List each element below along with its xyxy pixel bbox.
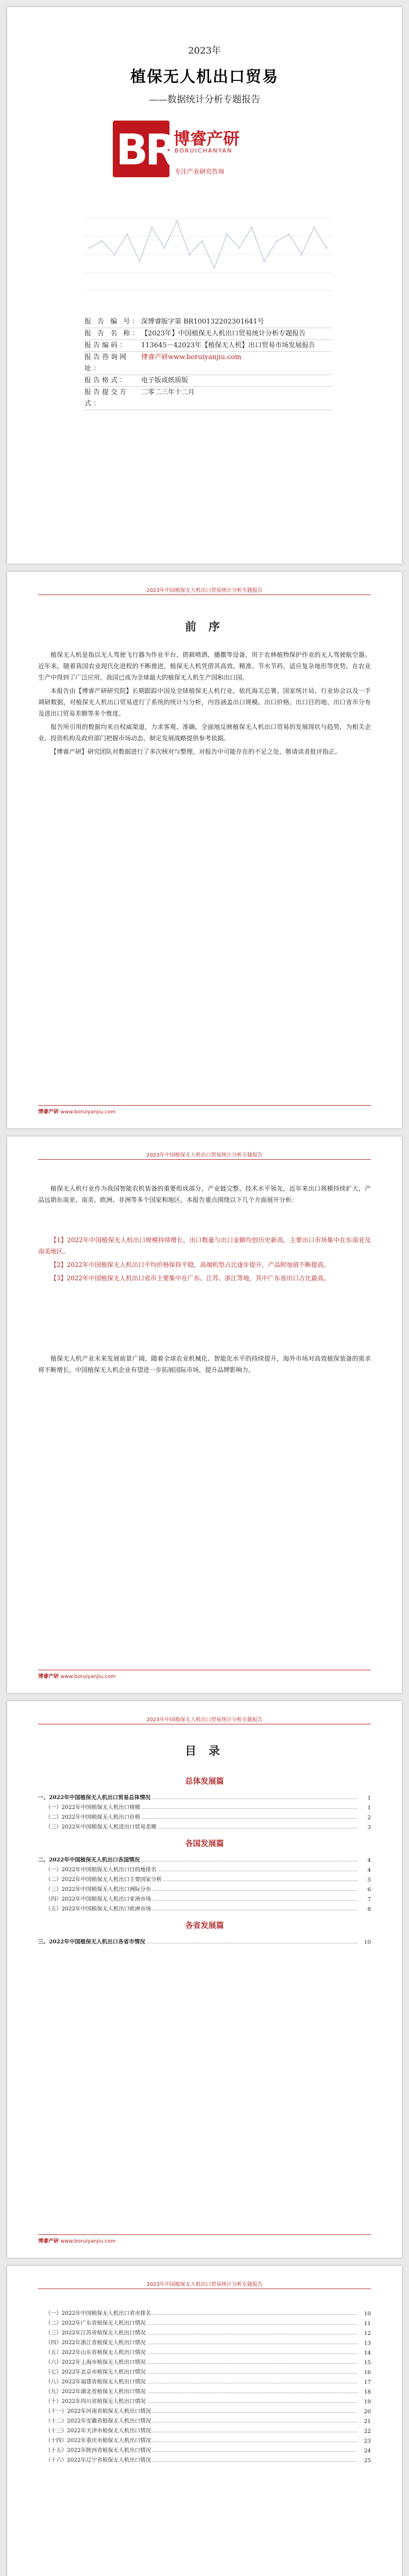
toc-entry-title: （十一）2022年河南省植保无人机出口情况 [45,2408,151,2414]
cover-info-value: 深博睿版字第 BR100132202301641号 [141,318,264,326]
cover-year: 2023年 [188,45,221,56]
intro-note: 【2】2022年中国植保无人机出口平均价格保持平稳，高端机型占比逐步提升，产品附加值不断提高。 [50,1261,330,1268]
toc-entry-title: 三、2022年中国植保无人机出口各省市情况 [38,1939,145,1945]
intro-note: 【1】2022年中国植保无人机出口规模持续增长，出口数量与出口金额均创历史新高，主要出口市场集中在东南亚及南美地区。 [38,1236,371,1255]
cover-info-key: 报 告 编 号： [84,318,141,326]
toc-entry[interactable] [38,2444,371,2454]
cover-decorative-chart [84,208,332,296]
preface-paragraph: 本报告由【博睿产研研究院】长期跟踪中国及全球植保无人机行业，依托海关总署、国家统计局、行业协会以及一手调研数据，对植保无人机出口贸易进行了系统的统计与分析，内容涵盖出口规模、出口价格、出口目的地、出口省市分布及进出口贸易差额等多个维度。 [38,687,371,717]
preface-paragraph: 【博睿产研】研究团队对数据进行了多次核对与整理，对报告中可能存在的不足之处，敬请读者批评指正。 [50,748,342,755]
toc-page-number: 6 [367,1887,371,1893]
toc-entry[interactable] [38,1936,371,1945]
footer-label: 博睿产研 [38,2239,59,2244]
toc-section-heading: 总体发展篇 [185,1776,224,1786]
toc-page-number: 15 [364,2360,371,2366]
toc-leader-dots [142,1818,357,1819]
cover-info-row [84,387,332,410]
footer-link[interactable]: www.boruiyanjiu.com [60,1109,116,1115]
toc-page-number: 18 [364,2389,371,2395]
toc-page-number: 10 [364,1939,371,1945]
toc-entry[interactable] [38,2434,371,2444]
toc-entry-title: （三）2022年中国植保无人机出口洲际分布 [45,1886,151,1892]
chart-series-line [90,221,327,268]
toc-entry-title: （三）2022年中国植保无人机进出口贸易差额 [45,1824,157,1830]
cover-info-key: 报告编码： [84,342,129,349]
toc-page-number: 21 [364,2418,371,2425]
cover-info-key: 报 告 名 称： [84,330,141,337]
chart-point [263,260,265,263]
page-header: 2023年中国植保无人机出口贸易统计分析专题报告 [38,1714,371,1724]
cover-info-row [84,328,332,340]
intro-closing: 植保无人机产业未来发展前景广阔，随着全球农业机械化、智能化水平的持续提升，海外市场对高效植保装备的需求将不断增长，中国植保无人机企业有望进一步拓展国际市场，提升品牌影响力。 [38,1355,371,1374]
toc-entry-title: （四）2022年浙江省植保无人机出口情况 [45,2340,146,2346]
toc-entry[interactable] [38,1821,371,1831]
toc-leader-dots [148,2324,357,2325]
cover-info-table [84,316,332,410]
chart-point [101,240,104,243]
chart-point [288,233,291,236]
chart-point [113,253,116,256]
toc-entry-title: 二、2022年中国植保无人机出口各国情况 [38,1857,140,1863]
toc-entry-title: （一）2022年中国植保无人机出口规模 [45,1804,141,1810]
cover-info-row [84,316,332,328]
toc-leader-dots [153,2412,357,2413]
chart-point [89,247,91,249]
toc-entry-title: （六）2022年上海市植保无人机出口情况 [45,2359,146,2365]
toc-entry[interactable] [38,2327,371,2336]
toc-page-number: 14 [364,2350,371,2356]
preface-body [38,649,371,759]
preface-paragraph: 报告所引用的数据均来自权威渠道，力求客观、准确、全面地反映植保无人机出口贸易的发展现状与趋势，为相关企业、投资机构及政府部门把握市场动态、制定发展战略提供参考依据。 [38,723,371,742]
footer-link[interactable]: www.boruiyanjiu.com [60,1674,116,1680]
toc-entry[interactable] [38,1883,371,1893]
toc-page-number: 4 [367,1857,371,1863]
brand-logo [113,115,298,193]
toc-entry-title: （五）2022年山东省植保无人机出口情况 [45,2349,146,2355]
toc-entry[interactable] [38,1854,371,1863]
footer-link[interactable]: www.boruiyanjiu.com [60,2239,116,2244]
cover-info-row [84,352,332,375]
toc-page-number: 8 [367,1906,371,1912]
toc-entry-title: （二）2022年广东省植保无人机出口情况 [45,2320,146,2326]
toc-page-number: 11 [364,2320,371,2327]
cover-info-key: 报告咨询网址： [84,353,129,372]
toc-section-heading: 各省发展篇 [185,1921,224,1930]
toc-page-number: 22 [364,2428,371,2434]
toc-page-number: 12 [364,2330,371,2336]
toc-page-number: 2 [367,1815,371,1821]
toc-leader-dots [148,2373,357,2374]
footer-label: 博睿产研 [38,1109,59,1115]
toc-entry-title: （十三）2022年天津市植保无人机出口情况 [45,2428,151,2434]
chart-point [188,253,191,256]
chart-point [300,253,303,256]
toc-page-number: 24 [364,2448,371,2454]
preface-page [7,572,402,1128]
intro-note: 【3】2022年中国植保无人机出口省市主要集中在广东、江苏、浙江等地，其中广东省出口占比最高。 [50,1275,330,1282]
toc-entry-title: （三）2022年江苏省植保无人机出口情况 [45,2330,146,2336]
toc-entry[interactable] [38,2317,371,2327]
chart-point [151,227,154,229]
cover-info-value: 【2023年】中国植保无人机出口贸易统计分析专题报告 [141,330,306,337]
intro-body [38,1183,371,1208]
chart-point [126,233,128,236]
toc-entry[interactable] [38,1863,371,1873]
cover-info-value: 二零二三年十二月 [141,388,195,396]
chart-point [238,247,241,249]
footer-label: 博睿产研 [38,1674,59,1680]
toc-page-number: 1 [367,1805,371,1811]
intro-paragraph: 植保无人机行业作为我国智能农机装备的重要组成部分，产业链完整、技术水平领先，近年来出口规模持续扩大，产品远销东南亚、南美、欧洲、非洲等多个国家和地区。本报告重点围绕以下几个方面展开分析： [38,1185,371,1204]
toc-entry[interactable] [38,2356,371,2366]
toc-entry[interactable] [38,2415,371,2425]
chart-point [213,267,216,269]
page-header: 2023年中国植保无人机出口贸易统计分析专题报告 [38,1149,371,1160]
cover-info-row [84,375,332,387]
toc-leader-dots [164,1880,357,1881]
page-header: 2023年中国植保无人机出口贸易统计分析专题报告 [38,584,371,595]
toc-page-number: 3 [367,1824,371,1831]
chart-point [250,227,253,229]
toc-entry-title: （十六）2022年辽宁省植保无人机出口情况 [45,2457,151,2463]
toc-leader-dots [153,2461,357,2462]
logo-box [113,121,175,177]
toc-entry-title: （四）2022年中国植保无人机出口亚洲市场 [45,1896,151,1902]
cover-subtitle: ——数据统计分析专题报告 [149,94,260,105]
toc-entry[interactable] [38,2307,371,2317]
toc-leader-dots [148,2353,357,2354]
toc-entry-title: （五）2022年中国植保无人机出口欧洲市场 [45,1906,151,1912]
toc-entry-title: （十）2022年四川省植保无人机出口情况 [45,2398,146,2404]
toc-leader-dots [153,2451,357,2452]
toc-entry-title: （七）2022年北京市植保无人机出口情况 [45,2369,146,2375]
toc-entry[interactable] [38,2405,371,2415]
cover-info-row [84,340,332,352]
cover-info-value: 电子版或纸质版 [141,377,189,384]
cover-title: 植保无人机出口贸易 [130,68,279,86]
cover-page [7,7,402,564]
toc-page-number: 17 [364,2379,371,2385]
cover-info-key: 报告提交方式： [84,388,129,408]
intro-page [7,1137,402,1693]
toc-entry-title: （十二）2022年安徽省植保无人机出口情况 [45,2418,151,2424]
chart-point [163,247,166,249]
toc-entry[interactable] [38,2366,371,2376]
toc-leader-dots [153,1900,357,1901]
toc-page-2 [7,2266,402,2576]
logo-tagline: 专注产业研究咨询 [175,168,225,175]
toc-entry-title: （二）2022年中国植保无人机出口主要国家分析 [45,1876,162,1883]
cover-info-value[interactable]: 博睿产研www.boruiyanjiu.com [141,353,242,361]
toc-entry[interactable] [38,1903,371,1912]
page-footer [38,1105,371,1115]
toc-entry-title: 一、2022年中国植保无人机出口贸易总体情况 [38,1794,151,1801]
intro-closing-block [38,1353,371,1378]
toc-leader-dots [148,2402,357,2403]
toc-page-number: 10 [364,2311,371,2317]
toc-entry[interactable] [38,2425,371,2434]
toc-leader-dots [148,2363,357,2364]
toc-section-heading: 各国发展篇 [185,1839,224,1848]
toc-page-number: 7 [367,1896,371,1903]
toc-entry-title: （十五）2022年陕西省植保无人机出口情况 [45,2447,151,2453]
page-footer [38,1670,371,1680]
page-header: 2023年中国植保无人机出口贸易统计分析专题报告 [38,2278,371,2289]
toc-entry[interactable] [38,2454,371,2464]
toc-leader-dots [153,1890,357,1891]
toc-entry[interactable] [38,1801,371,1811]
toc-leader-dots [142,1808,357,1809]
cover-info-key: 报告格式： [84,377,129,384]
logo-cn-name: 博睿产研 [174,129,240,148]
logo-en-name: BORUICHANYAN [175,147,233,154]
toc-entry[interactable] [38,2346,371,2356]
page-footer [38,2234,371,2244]
toc-entry[interactable] [38,1873,371,1883]
chart-point [276,240,278,243]
toc-entry-title: （八）2022年福建省植保无人机出口情况 [45,2379,146,2385]
toc-entry[interactable] [38,2376,371,2385]
toc-entry[interactable] [38,2385,371,2395]
chart-point [138,260,141,263]
toc-entry-title: （九）2022年湖北省植保无人机出口情况 [45,2388,146,2395]
toc-page-number: 1 [367,1795,371,1801]
toc-entry[interactable] [38,1811,371,1821]
toc-list [38,2307,371,2464]
chart-point [326,247,328,249]
toc-entry-title: （二）2022年中国植保无人机出口价格 [45,1814,141,1820]
toc-entry-title: （十四）2022年重庆市植保无人机出口情况 [45,2437,151,2444]
toc-page-number: 5 [367,1877,371,1883]
toc-leader-dots [153,2314,357,2315]
toc-page-number: 13 [364,2340,371,2346]
chart-point [313,227,315,229]
preface-paragraph: 植保无人机是指以无人驾驶飞行器为作业平台，搭载喷洒、播撒等设备，用于农林植物保护作业的无人驾驶航空器。近年来，随着我国农业现代化进程的不断推进，植保无人机凭借其高效、精准、节水节药、适应复杂地形等优势，在农业生产中得到了广泛应用，我国已成为全球最大的植保无人机生产国和出口国。 [38,651,371,681]
toc-page-number: 23 [364,2438,371,2444]
toc-entry-title: （一）2022年中国植保无人机出口省市排名 [45,2310,151,2316]
toc-page-number: 16 [364,2369,371,2376]
toc-entry[interactable] [38,1791,371,1801]
chart-point [200,240,203,243]
intro-notes [38,1234,371,1286]
toc-entry[interactable] [38,2336,371,2346]
toc-list [38,1768,371,1945]
toc-page-number: 19 [364,2399,371,2405]
toc-entry-title: （一）2022年中国植保无人机出口目的地排名 [45,1867,157,1873]
cover-info-value: 113645－42023年【植保无人机】出口贸易市场发展报告 [141,342,315,349]
toc-entry[interactable] [38,2395,371,2405]
preface-title: 前 序 [185,620,224,634]
toc-page-1 [7,1701,402,2258]
chart-point [226,233,228,236]
logo-letters: BR [116,126,175,175]
toc-page-number: 20 [364,2409,371,2415]
toc-page-number: 4 [367,1867,371,1873]
toc-page-number: 25 [364,2458,371,2464]
toc-entry[interactable] [38,1893,371,1903]
toc-title: 目 录 [185,1744,224,1758]
chart-point [176,220,178,223]
